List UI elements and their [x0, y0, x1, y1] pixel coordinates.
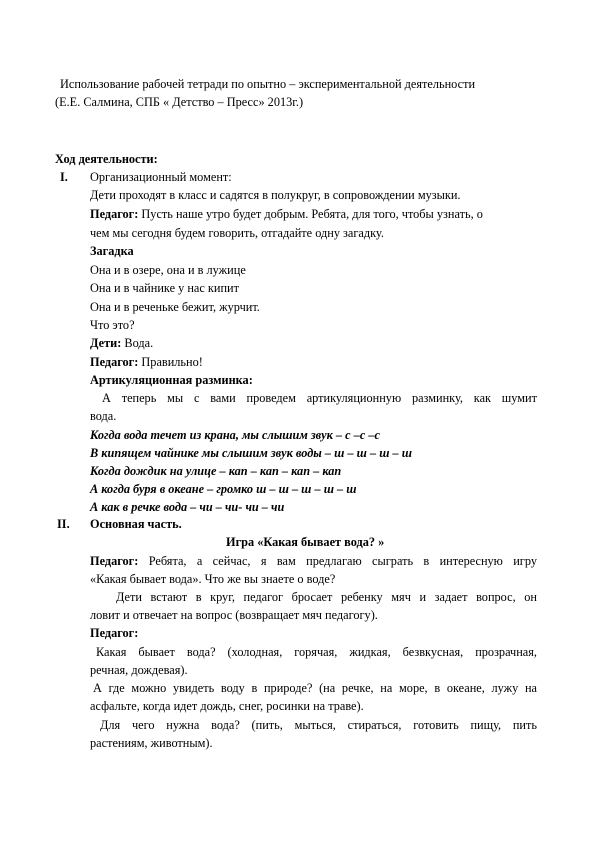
part1-teacher-line-1 [90, 205, 483, 223]
part2-teacher-line-2: «Какая бывает вода». Что же вы знаете о воде? [90, 572, 336, 586]
part2-title: Основная часть. [90, 517, 182, 531]
chant-line-4: А когда буря в океане – громко ш – ш – ш – ш – ш [90, 482, 357, 496]
rules-line-2: ловит и отвечает на вопрос (возвращает мяч педагогу). [90, 608, 378, 622]
chant-line-1: Когда вода течет из крана, мы слышим звук – с –с –с [90, 428, 380, 442]
part1-teacher-line-2: чем мы сегодня будем говорить, отгадайте одну загадку. [90, 226, 384, 240]
riddle-question: Что это? [90, 318, 135, 332]
rules-line-1: Дети встают в круг, педагог бросает ребенку мяч и задает вопрос, он [116, 590, 537, 604]
warmup-title: Артикуляционная разминка: [90, 373, 253, 387]
warmup-line-1: А теперь мы с вами проведем артикуляционную разминку, как шумит [102, 391, 537, 405]
question-2-line-2: асфальте, когда идет дождь, снег, росинки на траве). [90, 699, 364, 713]
children-text: Вода. [121, 336, 154, 350]
question-3-line-1: Для чего нужна вода? (пить, мыться, стираться, готовить пищу, пить [100, 718, 537, 732]
part2-numeral: II. [57, 517, 70, 531]
chant-line-3: Когда дождик на улице – кап – кап – кап – кап [90, 464, 342, 478]
warmup-line-2: вода. [90, 409, 117, 423]
section-title: Ход деятельности: [55, 152, 158, 166]
teacher-label: Педагог: [90, 207, 139, 221]
question-1-line-2: речная, дождевая). [90, 663, 188, 677]
riddle-title: Загадка [90, 244, 134, 258]
teacher-label-2: Педагог: [90, 626, 139, 640]
teacher-text: Пусть наше утро будет добрым. Ребята, для того, чтобы узнать, о [138, 207, 483, 221]
children-label: Дети: [90, 336, 122, 350]
part1-title: Организационный момент: [90, 170, 232, 184]
teacher-text: Правильно! [138, 355, 203, 369]
header-line-1: Использование рабочей тетради по опытно – экспериментальной деятельности [60, 77, 476, 91]
teacher-label: Педагог: [90, 355, 139, 369]
part1-intro: Дети проходят в класс и садятся в полукруг, в сопровождении музыки. [90, 188, 461, 202]
question-3-line-2: растениям, животным). [90, 736, 213, 750]
riddle-line-2: Она и в чайнике у нас кипит [90, 281, 239, 295]
game-title: Игра «Какая бывает вода? » [226, 535, 385, 549]
part2-teacher-line-1 [90, 552, 537, 570]
riddle-line-3: Она и в реченьке бежит, журчит. [90, 300, 260, 314]
teacher-confirm [90, 353, 203, 371]
header-line-2: (Е.Е. Салмина, СПБ « Детство – Пресс» 2013г.) [55, 95, 304, 109]
chant-line-5: А как в речке вода – чи – чи- чи – чи [90, 500, 285, 514]
children-answer [90, 334, 153, 352]
question-1-line-1: Какая бывает вода? (холодная, горячая, жидкая, безвкусная, прозрачная, [96, 645, 537, 659]
question-2-line-1: А где можно увидеть воду в природе? (на речке, на море, в океане, лужу на [93, 681, 537, 695]
riddle-line-1: Она и в озере, она и в лужице [90, 263, 246, 277]
teacher-text: Ребята, а сейчас, я вам предлагаю сыграть в интересную игру [138, 554, 537, 568]
part1-numeral: I. [60, 170, 68, 184]
chant-line-2: В кипящем чайнике мы слышим звук воды – ш – ш – ш – ш [90, 446, 413, 460]
teacher-label: Педагог: [90, 554, 139, 568]
